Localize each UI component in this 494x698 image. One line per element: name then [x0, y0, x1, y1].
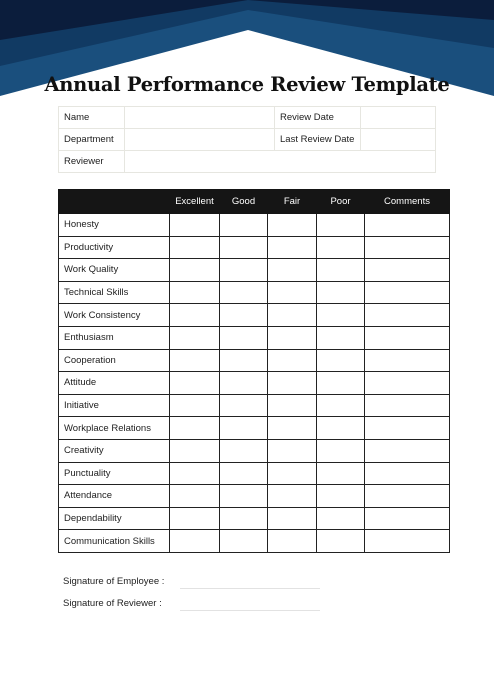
good-cell[interactable] [220, 394, 268, 417]
document-title: Annual Performance Review Template [44, 73, 450, 96]
poor-cell[interactable] [317, 281, 365, 304]
rating-header-fair: Fair [268, 190, 317, 214]
comments-cell[interactable] [365, 417, 450, 440]
criterion-label: Punctuality [59, 462, 170, 485]
table-row [59, 530, 450, 553]
table-row [59, 394, 450, 417]
poor-cell[interactable] [317, 349, 365, 372]
fair-cell[interactable] [268, 281, 317, 304]
poor-cell[interactable] [317, 394, 365, 417]
excellent-cell[interactable] [170, 304, 220, 327]
reviewer-label: Reviewer [59, 151, 125, 173]
excellent-cell[interactable] [170, 214, 220, 237]
poor-cell[interactable] [317, 485, 365, 508]
fair-cell[interactable] [268, 485, 317, 508]
comments-cell[interactable] [365, 485, 450, 508]
poor-cell[interactable] [317, 530, 365, 553]
comments-cell[interactable] [365, 372, 450, 395]
good-cell[interactable] [220, 349, 268, 372]
excellent-cell[interactable] [170, 281, 220, 304]
fair-cell[interactable] [268, 507, 317, 530]
good-cell[interactable] [220, 236, 268, 259]
poor-cell[interactable] [317, 462, 365, 485]
fair-cell[interactable] [268, 530, 317, 553]
criterion-label: Attitude [59, 372, 170, 395]
excellent-cell[interactable] [170, 417, 220, 440]
fair-cell[interactable] [268, 394, 317, 417]
poor-cell[interactable] [317, 259, 365, 282]
comments-cell[interactable] [365, 349, 450, 372]
fair-cell[interactable] [268, 304, 317, 327]
fair-cell[interactable] [268, 214, 317, 237]
good-cell[interactable] [220, 507, 268, 530]
comments-cell[interactable] [365, 462, 450, 485]
comments-cell[interactable] [365, 304, 450, 327]
comments-cell[interactable] [365, 214, 450, 237]
criterion-label: Workplace Relations [59, 417, 170, 440]
last-review-date-label: Last Review Date [275, 129, 361, 151]
fair-cell[interactable] [268, 236, 317, 259]
excellent-cell[interactable] [170, 462, 220, 485]
criterion-label: Communication Skills [59, 530, 170, 553]
comments-cell[interactable] [365, 326, 450, 349]
criterion-label: Initiative [59, 394, 170, 417]
criterion-label: Technical Skills [59, 281, 170, 304]
fair-cell[interactable] [268, 417, 317, 440]
last-review-date-field[interactable] [361, 129, 436, 151]
criterion-label: Creativity [59, 439, 170, 462]
excellent-cell[interactable] [170, 236, 220, 259]
name-label: Name [59, 107, 125, 129]
excellent-cell[interactable] [170, 439, 220, 462]
fair-cell[interactable] [268, 259, 317, 282]
comments-cell[interactable] [365, 530, 450, 553]
comments-cell[interactable] [365, 507, 450, 530]
comments-cell[interactable] [365, 236, 450, 259]
good-cell[interactable] [220, 417, 268, 440]
department-label: Department [59, 129, 125, 151]
excellent-cell[interactable] [170, 507, 220, 530]
table-row [59, 507, 450, 530]
poor-cell[interactable] [317, 372, 365, 395]
good-cell[interactable] [220, 462, 268, 485]
employee-signature-line[interactable] [180, 588, 320, 589]
criterion-label: Honesty [59, 214, 170, 237]
comments-cell[interactable] [365, 281, 450, 304]
table-row [59, 439, 450, 462]
good-cell[interactable] [220, 372, 268, 395]
reviewer-signature-line[interactable] [180, 610, 320, 611]
rating-header-comments: Comments [365, 190, 450, 214]
comments-cell[interactable] [365, 394, 450, 417]
criterion-label: Enthusiasm [59, 326, 170, 349]
poor-cell[interactable] [317, 236, 365, 259]
table-row [59, 259, 450, 282]
criterion-label: Dependability [59, 507, 170, 530]
good-cell[interactable] [220, 304, 268, 327]
table-row [59, 372, 450, 395]
reviewer-field[interactable] [125, 151, 436, 173]
rating-header-row [59, 190, 450, 214]
rating-header-excellent: Excellent [170, 190, 220, 214]
name-field[interactable] [125, 107, 275, 129]
table-row [59, 485, 450, 508]
poor-cell[interactable] [317, 507, 365, 530]
excellent-cell[interactable] [170, 349, 220, 372]
excellent-cell[interactable] [170, 372, 220, 395]
good-cell[interactable] [220, 485, 268, 508]
table-row [59, 326, 450, 349]
fair-cell[interactable] [268, 372, 317, 395]
employee-signature-label: Signature of Employee : [63, 576, 165, 587]
table-row [59, 462, 450, 485]
table-row [59, 281, 450, 304]
fair-cell[interactable] [268, 349, 317, 372]
rating-header-good: Good [220, 190, 268, 214]
excellent-cell[interactable] [170, 530, 220, 553]
good-cell[interactable] [220, 439, 268, 462]
poor-cell[interactable] [317, 214, 365, 237]
fair-cell[interactable] [268, 326, 317, 349]
criterion-label: Productivity [59, 236, 170, 259]
rating-header-poor: Poor [317, 190, 365, 214]
good-cell[interactable] [220, 326, 268, 349]
table-row [59, 417, 450, 440]
criteria-header [59, 190, 170, 214]
table-row [59, 349, 450, 372]
criterion-label: Work Consistency [59, 304, 170, 327]
poor-cell[interactable] [317, 417, 365, 440]
good-cell[interactable] [220, 530, 268, 553]
fair-cell[interactable] [268, 462, 317, 485]
poor-cell[interactable] [317, 326, 365, 349]
fair-cell[interactable] [268, 439, 317, 462]
review-date-label: Review Date [275, 107, 361, 129]
good-cell[interactable] [220, 214, 268, 237]
employee-info-table [58, 106, 436, 173]
excellent-cell[interactable] [170, 485, 220, 508]
review-date-field[interactable] [361, 107, 436, 129]
criterion-label: Cooperation [59, 349, 170, 372]
good-cell[interactable] [220, 259, 268, 282]
rating-table [58, 189, 450, 553]
reviewer-signature-label: Signature of Reviewer : [63, 598, 162, 609]
table-row [59, 214, 450, 237]
criterion-label: Work Quality [59, 259, 170, 282]
excellent-cell[interactable] [170, 326, 220, 349]
department-field[interactable] [125, 129, 275, 151]
excellent-cell[interactable] [170, 259, 220, 282]
poor-cell[interactable] [317, 304, 365, 327]
table-row [59, 236, 450, 259]
comments-cell[interactable] [365, 259, 450, 282]
poor-cell[interactable] [317, 439, 365, 462]
table-row [59, 304, 450, 327]
comments-cell[interactable] [365, 439, 450, 462]
good-cell[interactable] [220, 281, 268, 304]
criterion-label: Attendance [59, 485, 170, 508]
excellent-cell[interactable] [170, 394, 220, 417]
